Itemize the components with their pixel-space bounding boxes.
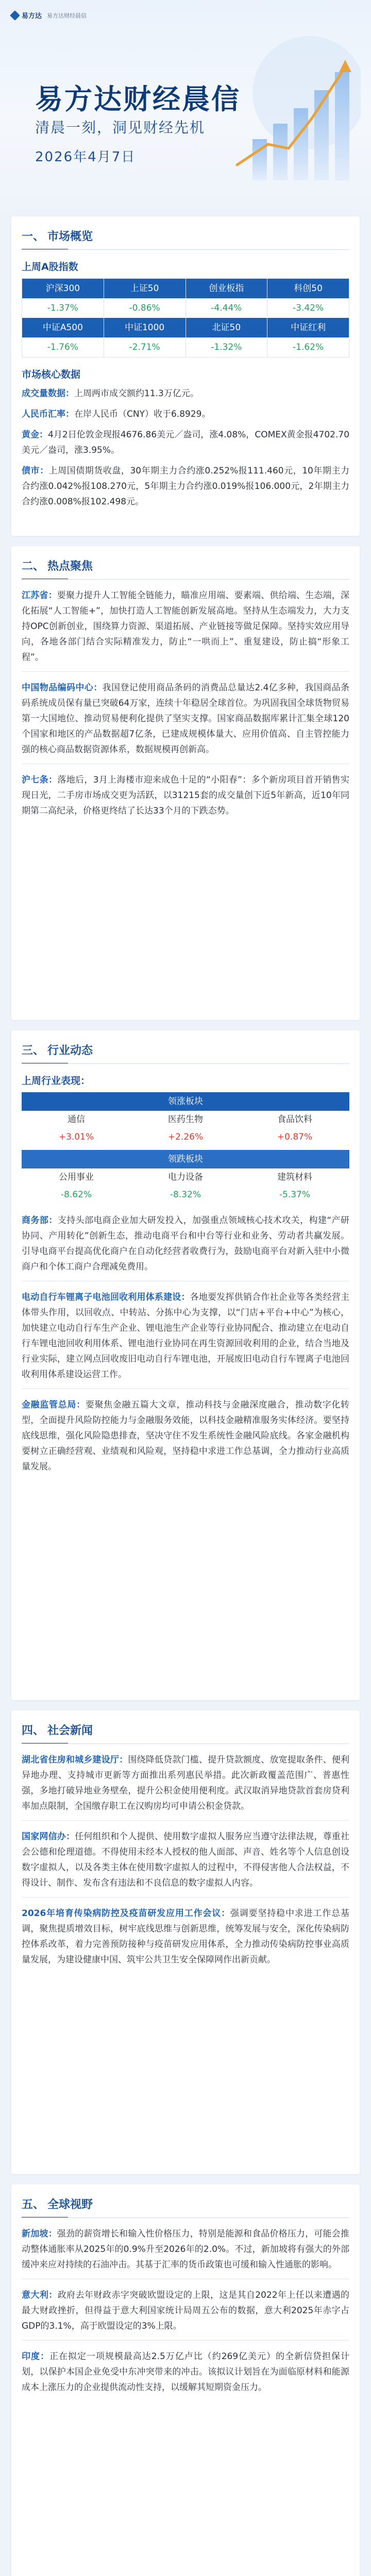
sector-value-row bbox=[22, 1186, 349, 1204]
news-item-text: 我国登记使用商品条码的消费品总量达2.4亿多种，我国商品条码系统成员保有量已突破64万家，连续十年稳居全球首位。为巩固我国全球货物贸易第一大国地位、推动贸易便利化提供了坚实支撑。国家商品数据库累计汇集全球120个国家和地区的产品数据超7亿条，已建成规模体量大、应用价值高、自主管控能力强的核心商品数据资源体系，数据规模再创新高。 bbox=[22, 683, 349, 755]
section-number: 四、 bbox=[22, 1724, 45, 1737]
news-item-text: 各地要发挥供销合作社企业等各类经营主体带头作用，以回收点、中转站、分拣中心为支撑，以“门店+平台+中心”为核心，加快建立电动自行车生产企业、锂电池生产企业等行业协同配合、推动建立在电动自行车锂电池回收利用体系、锂电池行业协同在再生资源回收利用的企业，结合当地及行业实际，建立网点回收废旧电动自行车锂电池，开展废旧电动自行车锂离子电池回收利用体系建设运营工作。 bbox=[22, 1292, 350, 1380]
index-name: 中证A500 bbox=[22, 318, 104, 337]
news-item-lead: 中国物品编码中心： bbox=[22, 683, 103, 693]
section-number: 二、 bbox=[22, 560, 45, 573]
news-item bbox=[11, 1397, 360, 1475]
news-item bbox=[11, 588, 360, 665]
item-divider bbox=[22, 671, 349, 672]
section-title: 社会新闻 bbox=[47, 1724, 93, 1737]
index-value: -2.71% bbox=[104, 337, 186, 357]
news-item-text: 围绕降低贷款门槛、提升贷款额度、放宽提取条件、便利异地办理、支持城市更新等方面推出系列惠民举措。此次新政覆盖范围广、普惠性强，多地打破异地业务壁垒，提升公积金使用便利度。武汉取消异地贷款首套房贷利率加点限制，全国缴存职工在汉购房均可申请公积金贷款。 bbox=[22, 1755, 350, 1811]
news-item-text: 要聚力提升人工智能全链能力，瞄准应用端、要素端、供给端、生态端，深化拓展“人工智能+”，加快打造人工智能创新发展高地。坚持从生态端发力，大力支持OPC创新创业，围绕算力资源、渠道拓展、产业链接等做足保障。坚持实效应用导向，各地各部门结合实际精准发力，防止“一哄而上”、重复建设，防止搞“形象工程”。 bbox=[22, 590, 350, 663]
news-item-lead: 2026年培育传染病防控及疫苗研发应用工作会议： bbox=[22, 1908, 230, 1919]
hero-title: 易方达财经晨信 bbox=[35, 83, 241, 115]
core-item bbox=[11, 386, 360, 401]
index-value: -1.62% bbox=[267, 337, 349, 357]
sector-value: -8.32% bbox=[170, 1190, 201, 1200]
sector-value: +3.01% bbox=[58, 1132, 94, 1142]
section-title: 热点聚焦 bbox=[47, 560, 93, 573]
section-number: 一、 bbox=[22, 230, 45, 243]
index-value: -0.86% bbox=[104, 298, 186, 318]
sector-value: +0.87% bbox=[277, 1132, 313, 1142]
core-item bbox=[11, 463, 360, 510]
news-item bbox=[11, 2287, 360, 2334]
news-item-text: 强调要坚持稳中求进工作总基调，聚焦提质增效目标，树牢底线思维与创新思维，统筹发展与安全，深化传染病防控体系改革，着力完善预防接种与疫苗研发应用体系，全力推动传染病防控事业高质量发展，为建设健康中国、筑牢公共卫生安全保障网作出新贡献。 bbox=[22, 1908, 349, 1965]
news-item-lead: 意大利： bbox=[22, 2290, 58, 2300]
leading-sectors-band: 领涨板块 bbox=[22, 1092, 349, 1111]
news-item-lead: 沪七条： bbox=[22, 775, 58, 785]
news-item-text: 支持头部电商企业加大研发投入，加强重点领域核心技术攻关，构建“产研协同、产用转化”创新生态，推动电商平台和中台等行业和业务、劳动者共赢发展。引导电商平台提高优化商户在自动化经营者收费行为，鼓励电商平台对新入驻中小微商户和个体工商户合理减免费用。 bbox=[22, 1215, 349, 1272]
news-item-text: 任何组织和个人提供、使用数字虚拟人服务应当遵守法律法规，尊重社会公德和伦理道德。不得使用未经本人授权的他人面部、声音、姓名等个人信息创设数字虚拟人，以及各类主体在使用数字虚拟人的过程中，不得侵害他人合法权益，不得设计、制作、发布含有违法和不良信息的数字虚拟人内容。 bbox=[22, 1832, 350, 1888]
index-name: 沪深300 bbox=[22, 279, 104, 298]
news-item-lead: 国家网信办： bbox=[22, 1832, 75, 1842]
news-item-lead: 江苏省： bbox=[22, 590, 57, 601]
section-title: 行业动态 bbox=[47, 1044, 93, 1057]
industry-week-title: 上周行业表现： bbox=[22, 1075, 91, 1087]
core-item-lead: 黄金： bbox=[22, 430, 48, 440]
item-divider bbox=[22, 1820, 349, 1821]
core-item bbox=[11, 427, 360, 458]
news-item bbox=[11, 1906, 360, 1968]
section-industry bbox=[11, 1030, 360, 1700]
indices-title: 上周A股指数 bbox=[22, 261, 78, 273]
item-divider bbox=[22, 2340, 349, 2341]
brand-sub: 易方达财经晨信 bbox=[47, 12, 87, 19]
sector-name: 食品饮料 bbox=[277, 1114, 312, 1125]
section-number: 三、 bbox=[22, 1044, 45, 1057]
section-hot-topics bbox=[11, 546, 360, 1020]
news-item bbox=[11, 1290, 360, 1382]
sector-name-row bbox=[22, 1168, 349, 1186]
section-number: 五、 bbox=[22, 2198, 45, 2211]
news-item-text: 强劲的薪资增长和输入性价格压力，特别是能源和食品价格压力，可能会推动整体通胀率从2025年的0.9%升至2026年的2.0%。不过，新加坡将有强大的外部缓冲来应对持续的石油冲击。其基于汇率的货币政策也可缓和输入性通胀的影响。 bbox=[22, 2229, 350, 2270]
lagging-sectors-band: 领跌板块 bbox=[22, 1150, 349, 1168]
news-item bbox=[11, 1752, 360, 1814]
core-item-text: 在岸人民币（CNY）收于6.8929。 bbox=[74, 409, 211, 419]
news-item-text: 要聚焦金融五篇大文章，推动科技与金融深度融合，推动数字化转型，全面提升风险防控能力与金融服务效能，以科技金融精准服务实体经济。要坚持底线思维，强化风险隐患排查，坚决守住不发生系统性金融风险底线。各家金融机构要树立正确经营观、业绩观和风险观，坚持稳中求进工作总基调，全力推动行业高质量发展。 bbox=[22, 1400, 350, 1472]
index-name: 中证1000 bbox=[104, 318, 186, 337]
core-item-lead: 债市： bbox=[22, 466, 49, 476]
sector-name: 建筑材料 bbox=[277, 1172, 312, 1182]
news-item-text: 正在拟定一项规模最高达2.5万亿卢比（约269亿美元）的全新信贷担保计划，以保护本国企业免受中东冲突带来的冲击。该拟议计划旨在为面临原材料和能源成本上涨压力的企业提供流动性支持，以缓解其短期资金压力。 bbox=[22, 2351, 350, 2393]
news-item bbox=[11, 1829, 360, 1891]
sector-value: -5.37% bbox=[279, 1190, 311, 1200]
core-data-title: 市场核心数据 bbox=[22, 369, 81, 380]
sector-name: 电力设备 bbox=[168, 1172, 203, 1182]
news-item-lead: 商务部： bbox=[22, 1215, 58, 1226]
sector-name: 通信 bbox=[68, 1114, 85, 1125]
core-item-text: 上周两市成交额约11.3万亿元。 bbox=[74, 388, 199, 399]
hero-slogan: 清晨一刻，洞见财经先机 bbox=[35, 119, 206, 136]
hero-date: 2026年4月7日 bbox=[35, 149, 136, 165]
index-value: -1.32% bbox=[186, 337, 268, 357]
brand-logo bbox=[11, 10, 87, 20]
section-title: 全球视野 bbox=[47, 2198, 93, 2211]
index-value-row bbox=[22, 298, 349, 318]
index-header-row bbox=[22, 318, 349, 337]
section-title: 市场概览 bbox=[47, 230, 93, 243]
core-item-lead: 人民币汇率： bbox=[22, 409, 74, 419]
sector-value: +2.26% bbox=[167, 1132, 204, 1142]
section-social-news bbox=[11, 1710, 360, 2174]
news-item-text: 落地后，3月上海楼市迎来成色十足的“小阳春”：多个新房项目首开销售实现日光，二手房市场成交更为活跃，以31215套的成交量创下近5年新高，近10年同期第二高纪录，价格更终结了长达33个月的下跌态势。 bbox=[22, 775, 349, 816]
news-item bbox=[11, 680, 360, 757]
core-item-text: 上周国债期货收盘，30年期主力合约涨0.252%报111.460元，10年期主力合约涨0.042%报108.270元，5年期主力合约涨0.019%报106.000元，2年期主力合约涨0.008%报102.498元。 bbox=[22, 466, 350, 507]
brand-name: 易方达 bbox=[22, 12, 42, 20]
core-item bbox=[11, 406, 360, 422]
core-item-lead: 成交量数据： bbox=[22, 388, 74, 399]
index-table bbox=[22, 278, 349, 358]
index-name: 科创50 bbox=[267, 279, 349, 298]
news-item-lead: 新加坡： bbox=[22, 2229, 57, 2239]
news-item bbox=[11, 772, 360, 819]
index-value-row bbox=[22, 337, 349, 357]
rising-chart-illustration-icon bbox=[191, 31, 361, 201]
hero-banner bbox=[0, 0, 371, 216]
sector-value: -8.62% bbox=[60, 1190, 92, 1200]
index-name: 北证50 bbox=[186, 318, 268, 337]
brand-mark-icon bbox=[10, 10, 20, 21]
index-name: 创业板指 bbox=[186, 279, 268, 298]
index-name: 上证50 bbox=[104, 279, 186, 298]
core-item-text: 4月2日伦敦金现报4676.86美元／盎司，涨4.08%，COMEX黄金报4702.70美元／盎司，涨3.95%。 bbox=[22, 430, 350, 455]
section-market-overview bbox=[11, 216, 360, 536]
index-value: -3.42% bbox=[267, 298, 349, 318]
news-item-lead: 金融监管总局： bbox=[22, 1400, 86, 1410]
section-global-view bbox=[11, 2184, 360, 2576]
news-item bbox=[11, 2349, 360, 2395]
index-value: -1.37% bbox=[22, 298, 104, 318]
news-item-lead: 印度： bbox=[22, 2351, 49, 2362]
index-header-row bbox=[22, 279, 349, 298]
index-value: -4.44% bbox=[186, 298, 268, 318]
sector-value-row bbox=[22, 1128, 349, 1146]
index-value: -1.76% bbox=[22, 337, 104, 357]
sector-name-row bbox=[22, 1111, 349, 1128]
item-divider bbox=[22, 1388, 349, 1389]
news-item-lead: 湖北省住房和城乡建设厅： bbox=[22, 1755, 128, 1765]
sector-name: 公用事业 bbox=[59, 1172, 94, 1182]
news-item bbox=[11, 1213, 360, 1275]
news-item bbox=[11, 2226, 360, 2273]
news-item-lead: 电动自行车锂离子电池回收利用体系建设： bbox=[22, 1292, 190, 1302]
sector-name: 医药生物 bbox=[168, 1114, 203, 1125]
index-name: 中证红利 bbox=[267, 318, 349, 337]
news-item-text: 政府去年财政赤字突破欧盟设定的上限，这是其自2022年上任以来遭遇的最大财政挫折，但得益于意大利国家统计局周五公布的数据，意大利2025年赤字占GDP的3.1%，高于欧盟设定的3%上限。 bbox=[22, 2290, 349, 2331]
